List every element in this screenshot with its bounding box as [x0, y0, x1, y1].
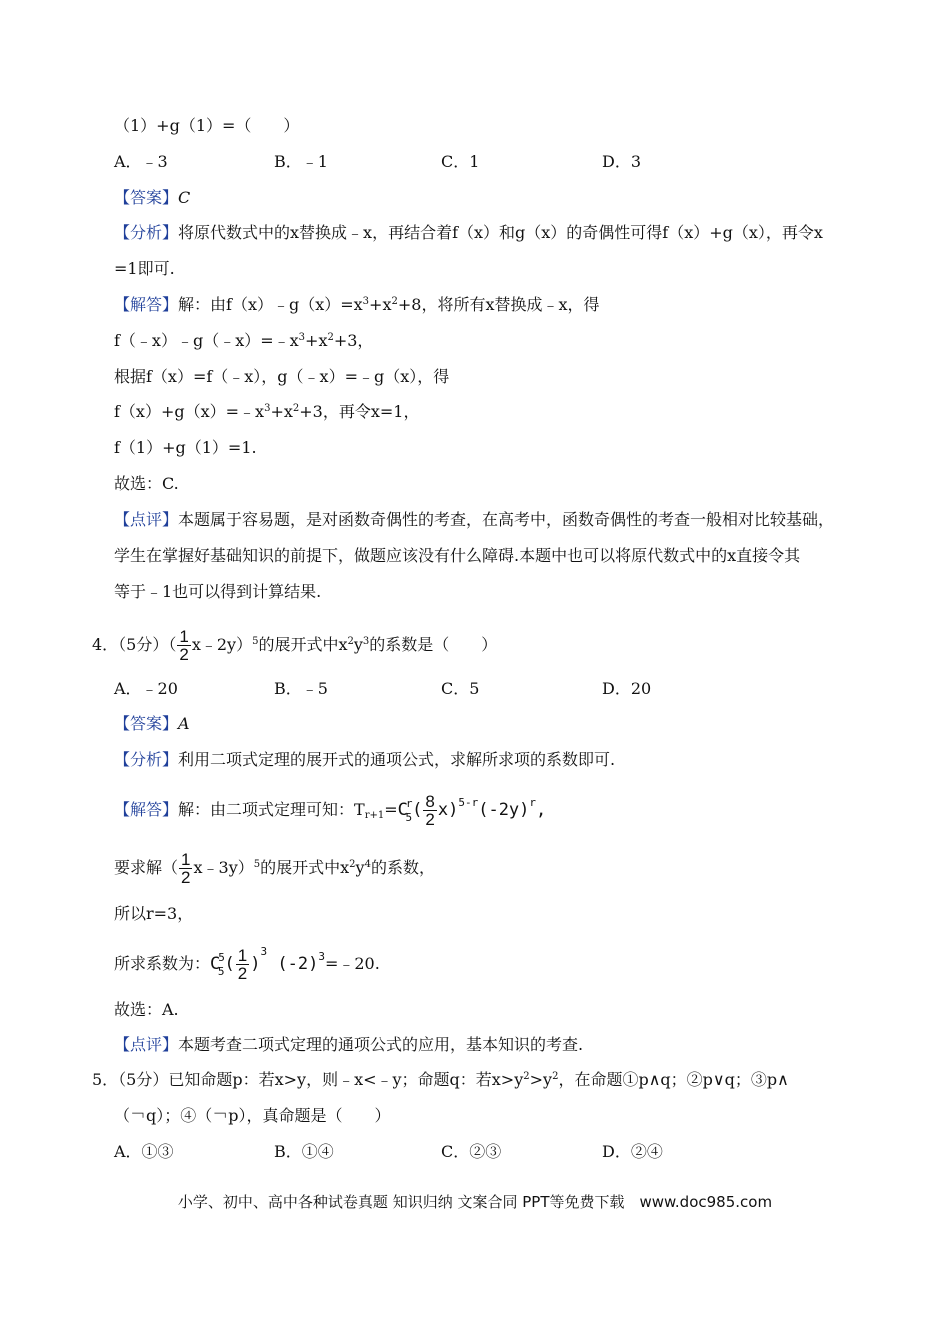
sol-text: 解：由二项式定理可知：T — [178, 800, 365, 819]
sol-text: f（﹣x）﹣g（﹣x）=﹣x — [114, 331, 299, 350]
frac-num: 1 — [179, 627, 189, 646]
frac-num: 8 — [425, 791, 435, 811]
q4-analysis — [114, 749, 615, 771]
sol-text: +x — [305, 331, 328, 350]
q5-option-b: B．①④ — [274, 1142, 334, 1161]
q4-solution-line-5: 故选：A. — [114, 1000, 179, 1019]
exp: 2 — [523, 1071, 530, 1082]
binomial-c: C — [397, 800, 408, 820]
frac-den: 2 — [181, 868, 191, 887]
sol-text: +x — [270, 402, 293, 421]
sol-text: = — [384, 800, 398, 819]
stem-text: 的系数是（ ） — [369, 635, 498, 654]
sol-text: +3， — [333, 331, 374, 350]
stem-text: 的展开式中x — [258, 635, 348, 654]
answer-tag: 【答案】 — [114, 714, 179, 733]
q3-answer — [114, 187, 190, 209]
formula-x: x) — [437, 800, 459, 820]
sol-text: 所求系数为： — [114, 954, 211, 973]
exp: 3 — [362, 296, 370, 307]
c-sup: r — [405, 797, 413, 810]
q3-solution-line-2 — [114, 330, 373, 352]
page-footer: 小学、初中、高中各种试卷真题 知识归纳 文案合同 PPT等免费下载 www.doc985.com — [177, 1193, 773, 1211]
q4-answer — [114, 713, 190, 735]
q3-stem-tail: （1）+g（1）=（ ） — [114, 116, 300, 135]
frac-den: 2 — [237, 963, 248, 983]
comment-text: 本题属于容易题，是对函数奇偶性的考查，在高考中，函数奇偶性的考查一般相对比较基础， — [178, 510, 835, 529]
sol-text: +x — [369, 295, 392, 314]
exp: 2 — [292, 403, 300, 414]
sol-text: +8，将所有x替换成﹣x，得 — [397, 295, 600, 314]
q3-analysis-line-2: =1即可. — [114, 259, 175, 278]
q4-solution-line-2 — [114, 850, 435, 886]
comment-text: 本题考查二项式定理的通项公式的应用，基本知识的考查. — [178, 1035, 584, 1054]
q5-stem-line-2: （￢q）；④（￢p），真命题是（ ） — [114, 1106, 391, 1125]
exp: 5 — [253, 859, 261, 870]
paren: ( — [224, 954, 235, 974]
q3-solution-line-4 — [114, 401, 419, 423]
formula-comma: , — [536, 800, 547, 820]
c-sub: 5 — [405, 811, 413, 824]
sol-text: 的展开式中x — [260, 858, 350, 877]
stem-text: y — [353, 635, 363, 654]
q3-solution-line-3: 根据f（x）=f（﹣x），g（﹣x）=﹣g（x），得 — [114, 367, 450, 386]
q4-number: 4．（5分）（ — [92, 635, 177, 654]
paren: ) — [250, 954, 261, 974]
q4-solution-line-1 — [114, 790, 546, 832]
sol-text: y — [355, 858, 365, 877]
q5-stem-line-1 — [92, 1069, 789, 1091]
stem-text: x﹣2y） — [191, 635, 253, 654]
q4-solution-line-4 — [114, 944, 380, 986]
coefficient-formula — [210, 945, 325, 983]
q3-option-b: B．﹣1 — [274, 152, 328, 171]
frac-den: 2 — [179, 645, 189, 664]
answer-value: A — [178, 714, 190, 733]
fraction — [179, 851, 192, 886]
formula-exp: 3 — [260, 945, 268, 958]
c-sub: 5 — [217, 965, 225, 978]
exp: 2 — [327, 332, 334, 343]
exp: 3 — [362, 636, 370, 647]
c-sup: 5 — [218, 951, 225, 964]
exp: 2 — [552, 1071, 559, 1082]
sol-text: 解：由f（x）﹣g（x）=x — [178, 295, 363, 314]
frac-num: 1 — [181, 850, 191, 869]
q4-option-c: C．5 — [441, 679, 480, 698]
exp: 2 — [347, 636, 354, 647]
sol-text: x﹣3y） — [193, 858, 254, 877]
sol-text: =﹣20. — [324, 954, 380, 973]
analysis-tag: 【分析】 — [114, 750, 179, 769]
q4-option-a: A．﹣20 — [114, 679, 178, 698]
exp: 4 — [364, 859, 371, 870]
q3-solution-line-1 — [114, 294, 600, 316]
q5-option-c: C．②③ — [441, 1142, 502, 1161]
fraction — [177, 628, 190, 663]
stem-text: ，在命题①p∧q；②p∨q；③p∧ — [558, 1070, 789, 1089]
answer-value: C — [178, 188, 191, 207]
comment-tag: 【点评】 — [114, 510, 179, 529]
formula-exp: 5-r — [458, 796, 479, 809]
q3-option-c: C．1 — [441, 152, 480, 171]
q4-option-b: B．﹣5 — [274, 679, 328, 698]
sol-text: +3，再令x=1， — [299, 402, 420, 421]
analysis-text: 利用二项式定理的展开式的通项公式，求解所求项的系数即可. — [178, 750, 616, 769]
q3-comment-line-3: 等于﹣1也可以得到计算结果. — [114, 582, 322, 601]
q3-comment-line-1 — [114, 509, 834, 531]
subscript: r+1 — [364, 810, 385, 821]
exp: 3 — [298, 332, 306, 343]
general-term-formula — [397, 791, 547, 829]
formula-tail-exp: r — [529, 796, 537, 809]
q4-option-d: D．20 — [602, 679, 652, 698]
q3-option-d: D．3 — [602, 152, 642, 171]
q3-solution-line-6: 故选：C. — [114, 474, 179, 493]
stem-text: >y — [529, 1070, 553, 1089]
comment-tag: 【点评】 — [114, 1035, 179, 1054]
q5-option-a: A．①③ — [114, 1142, 174, 1161]
sol-text: 要求解（ — [114, 858, 179, 877]
answer-tag: 【答案】 — [114, 188, 179, 207]
frac-num: 1 — [237, 945, 248, 965]
q4-stem — [92, 628, 497, 663]
paren: ( — [412, 800, 423, 820]
q5-option-d: D．②④ — [602, 1142, 663, 1161]
exp: 3 — [264, 403, 271, 414]
fraction — [236, 947, 249, 982]
formula-tail: (-2y) — [478, 800, 530, 820]
formula-tail-exp: 3 — [318, 950, 325, 963]
q3-comment-line-2: 学生在掌握好基础知识的前提下，做题应该没有什么障碍.本题中也可以将原代数式中的x直接令其 — [114, 546, 801, 565]
exp: 2 — [349, 859, 356, 870]
q3-solution-line-5: f（1）+g（1）=1. — [114, 438, 257, 457]
exp: 5 — [252, 636, 259, 647]
fraction — [423, 793, 436, 828]
q4-solution-line-3: 所以r=3， — [114, 904, 194, 923]
formula-tail: (-2) — [277, 954, 319, 974]
q3-option-a: A．﹣3 — [114, 152, 168, 171]
stem-text: 5．（5分）已知命题p：若x>y，则﹣x<﹣y；命题q：若x>y — [92, 1070, 524, 1089]
q4-comment — [114, 1034, 583, 1056]
solution-tag: 【解答】 — [114, 295, 179, 314]
sol-text: f（x）+g（x）=﹣x — [114, 402, 265, 421]
frac-den: 2 — [425, 809, 435, 829]
sol-text: 的系数， — [370, 858, 435, 877]
solution-tag: 【解答】 — [114, 800, 179, 819]
analysis-tag: 【分析】 — [114, 223, 179, 242]
exp: 2 — [391, 296, 398, 307]
q3-analysis-line-1 — [114, 222, 823, 244]
analysis-text: 将原代数式中的x替换成﹣x，再结合着f（x）和g（x）的奇偶性可得f（x）+g（x），再令x — [178, 223, 823, 242]
binomial-c: C — [210, 954, 221, 974]
